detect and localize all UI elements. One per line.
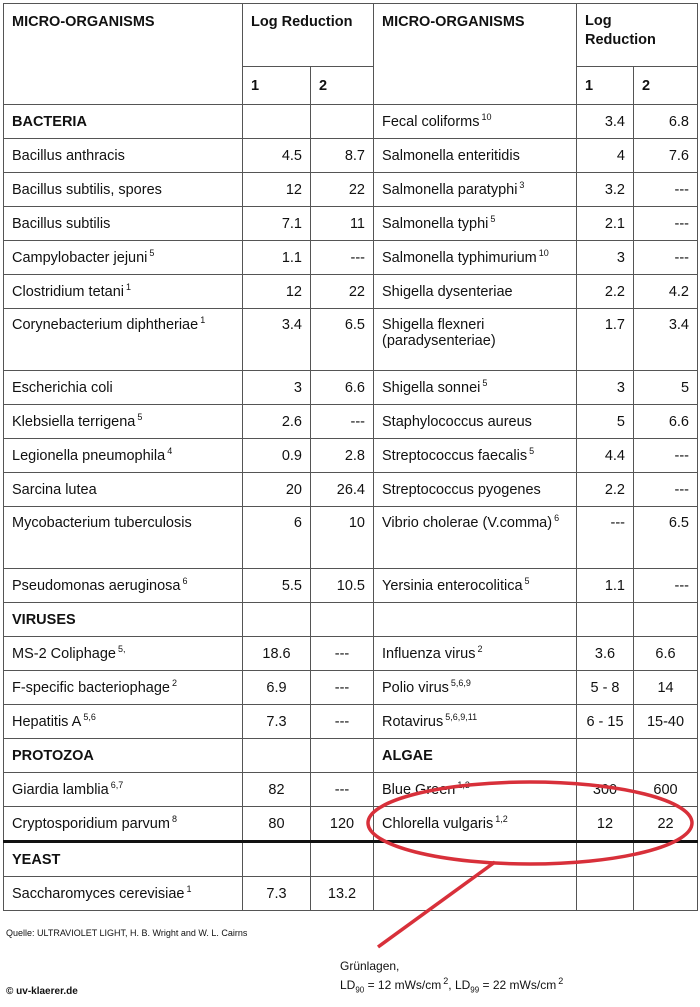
organism-name: Salmonella typhi $^5$ [374, 207, 577, 241]
organism-name: Shigella flexneri (paradysenteriae) [374, 309, 577, 371]
table-row [4, 603, 698, 637]
organism-name: F-specific bacteriophage $^2$ [4, 671, 243, 705]
table-row: F-specific bacteriophage $^2$ 6.9 --- Polio virus $^{5,6,9}$ 5 - 8 14 [4, 671, 698, 705]
organism-name: Influenza virus $^2$ [374, 637, 577, 671]
table-row: Campylobacter jejuni $^5$ 1.1 --- Salmonella typhimurium $^{10}$ 3 --- [4, 241, 698, 275]
organism-name: Shigella dysenteriae [374, 275, 577, 309]
header-log-reduction-left: Log Reduction [243, 4, 374, 67]
table-row: Saccharomyces cerevisiae $^1$ 7.3 13.2 [4, 877, 698, 911]
table-row: Sarcina lutea 20 26.4 Streptococcus pyogenes 2.2 --- [4, 473, 698, 507]
table-row: MS-2 Coliphage $^{5,}$ 18.6 --- Influenza virus $^2$ 3.6 6.6 [4, 637, 698, 671]
header-log-reduction-right: Log Reduction [577, 4, 698, 67]
organism-name: Clostridium tetani $^1$ [4, 275, 243, 309]
annotation-line-1: Grünlagen, [340, 959, 400, 973]
header-micro-organisms-right: MICRO-ORGANISMS [374, 4, 577, 105]
organism-name: Giardia lamblia $^{6,7}$ [4, 773, 243, 807]
organism-name: Legionella pneumophila $^4$ [4, 439, 243, 473]
table-row: Bacillus anthracis 4.5 8.7 Salmonella enteritidis 4 7.6 [4, 139, 698, 173]
organism-name: Blue Green $^{1,3}$ [374, 773, 577, 807]
annotation-note [340, 957, 563, 999]
organism-name: Pseudomonas aeruginosa $^6$ [4, 569, 243, 603]
organism-name: Salmonella typhimurium $^{10}$ [374, 241, 577, 275]
organism-name: Corynebacterium diphtheriae $^1$ [4, 309, 243, 371]
header-micro-organisms-left: MICRO-ORGANISMS [4, 4, 243, 105]
organism-name: Hepatitis A $^{5,6}$ [4, 705, 243, 739]
organism-name: Streptococcus faecalis $^5$ [374, 439, 577, 473]
col-1-header-right: 1 [577, 67, 634, 105]
table-row [4, 739, 698, 773]
table-row: Pseudomonas aeruginosa $^6$ 5.5 10.5 Yersinia enterocolitica $^5$ 1.1 --- [4, 569, 698, 603]
organism-name: Saccharomyces cerevisiae $^1$ [4, 877, 243, 911]
organism-name: Bacillus subtilis [4, 207, 243, 241]
col-1-header-left: 1 [243, 67, 311, 105]
category-protozoa: PROTOZOA [4, 739, 243, 773]
organism-name: Polio virus $^{5,6,9}$ [374, 671, 577, 705]
organism-name: Chlorella vulgaris $^{1,2}$ [374, 807, 577, 842]
organism-name: Shigella sonnei $^5$ [374, 371, 577, 405]
organism-name: Salmonella paratyphi $^3$ [374, 173, 577, 207]
table-row: Cryptosporidium parvum $^8$ 80 120 Chlorella vulgaris $^{1,2}$ 12 22 [4, 807, 698, 842]
table-row: Escherichia coli 3 6.6 Shigella sonnei $^5$ 3 5 [4, 371, 698, 405]
log-reduction-table [3, 3, 698, 911]
table-row: BACTERIA Fecal coliforms $^{10}$ 3.4 6.8 [4, 105, 698, 139]
table-row: Mycobacterium tuberculosis 6 10 Vibrio cholerae (V.comma) $^6$ --- 6.5 [4, 507, 698, 569]
organism-name: Bacillus anthracis [4, 139, 243, 173]
organism-name: Sarcina lutea [4, 473, 243, 507]
table-row: Legionella pneumophila $^4$ 0.9 2.8 Streptococcus faecalis $^5$ 4.4 --- [4, 439, 698, 473]
organism-name: Cryptosporidium parvum $^8$ [4, 807, 243, 842]
organism-name: Escherichia coli [4, 371, 243, 405]
organism-name: Vibrio cholerae (V.comma) $^6$ [374, 507, 577, 569]
col-2-header-right: 2 [634, 67, 698, 105]
category-viruses: VIRUSES [4, 603, 243, 637]
organism-name: Fecal coliforms $^{10}$ [374, 105, 577, 139]
table-row: Bacillus subtilis, spores 12 22 Salmonella paratyphi $^3$ 3.2 --- [4, 173, 698, 207]
table-row: Giardia lamblia $^{6,7}$ 82 --- Blue Green $^{1,3}$ 300 600 [4, 773, 698, 807]
organism-name: Campylobacter jejuni $^5$ [4, 241, 243, 275]
col-2-header-left: 2 [311, 67, 374, 105]
table-row [4, 842, 698, 877]
organism-name: Rotavirus $^{5,6,9,11}$ [374, 705, 577, 739]
organism-name: Bacillus subtilis, spores [4, 173, 243, 207]
table-row: Clostridium tetani $^1$ 12 22 Shigella dysenteriae 2.2 4.2 [4, 275, 698, 309]
source-citation: Quelle: ULTRAVIOLET LIGHT, H. B. Wright and W. L. Cairns [6, 928, 248, 938]
annotation-line-2: $LD_{90} = 12$ mWs/cm $^2$, $LD_{99} = 22$ mWs/cm $^2$ [340, 976, 564, 995]
organism-name: Klebsiella terrigena $^5$ [4, 405, 243, 439]
category-algae: ALGAE [374, 739, 577, 773]
organism-name: Yersinia enterocolitica $^5$ [374, 569, 577, 603]
table-row: Bacillus subtilis 7.1 11 Salmonella typhi $^5$ 2.1 --- [4, 207, 698, 241]
organism-name: Salmonella enteritidis [374, 139, 577, 173]
category-yeast: YEAST [4, 842, 243, 877]
table-row: Corynebacterium diphtheriae $^1$ 3.4 6.5 Shigella flexneri (paradysenteriae) 1.7 3.4 [4, 309, 698, 371]
copyright-notice: © uv-klaerer.de [6, 986, 78, 997]
organism-name: MS-2 Coliphage $^{5,}$ [4, 637, 243, 671]
organism-name: Mycobacterium tuberculosis [4, 507, 243, 569]
table-header-row [4, 4, 698, 67]
organism-name: Streptococcus pyogenes [374, 473, 577, 507]
table-row: Hepatitis A $^{5,6}$ 7.3 --- Rotavirus $^{5,6,9,11}$ 6 - 15 15-40 [4, 705, 698, 739]
organism-name: Staphylococcus aureus [374, 405, 577, 439]
category-bacteria: BACTERIA [4, 105, 243, 139]
table-row: Klebsiella terrigena $^5$ 2.6 --- Staphylococcus aureus 5 6.6 [4, 405, 698, 439]
